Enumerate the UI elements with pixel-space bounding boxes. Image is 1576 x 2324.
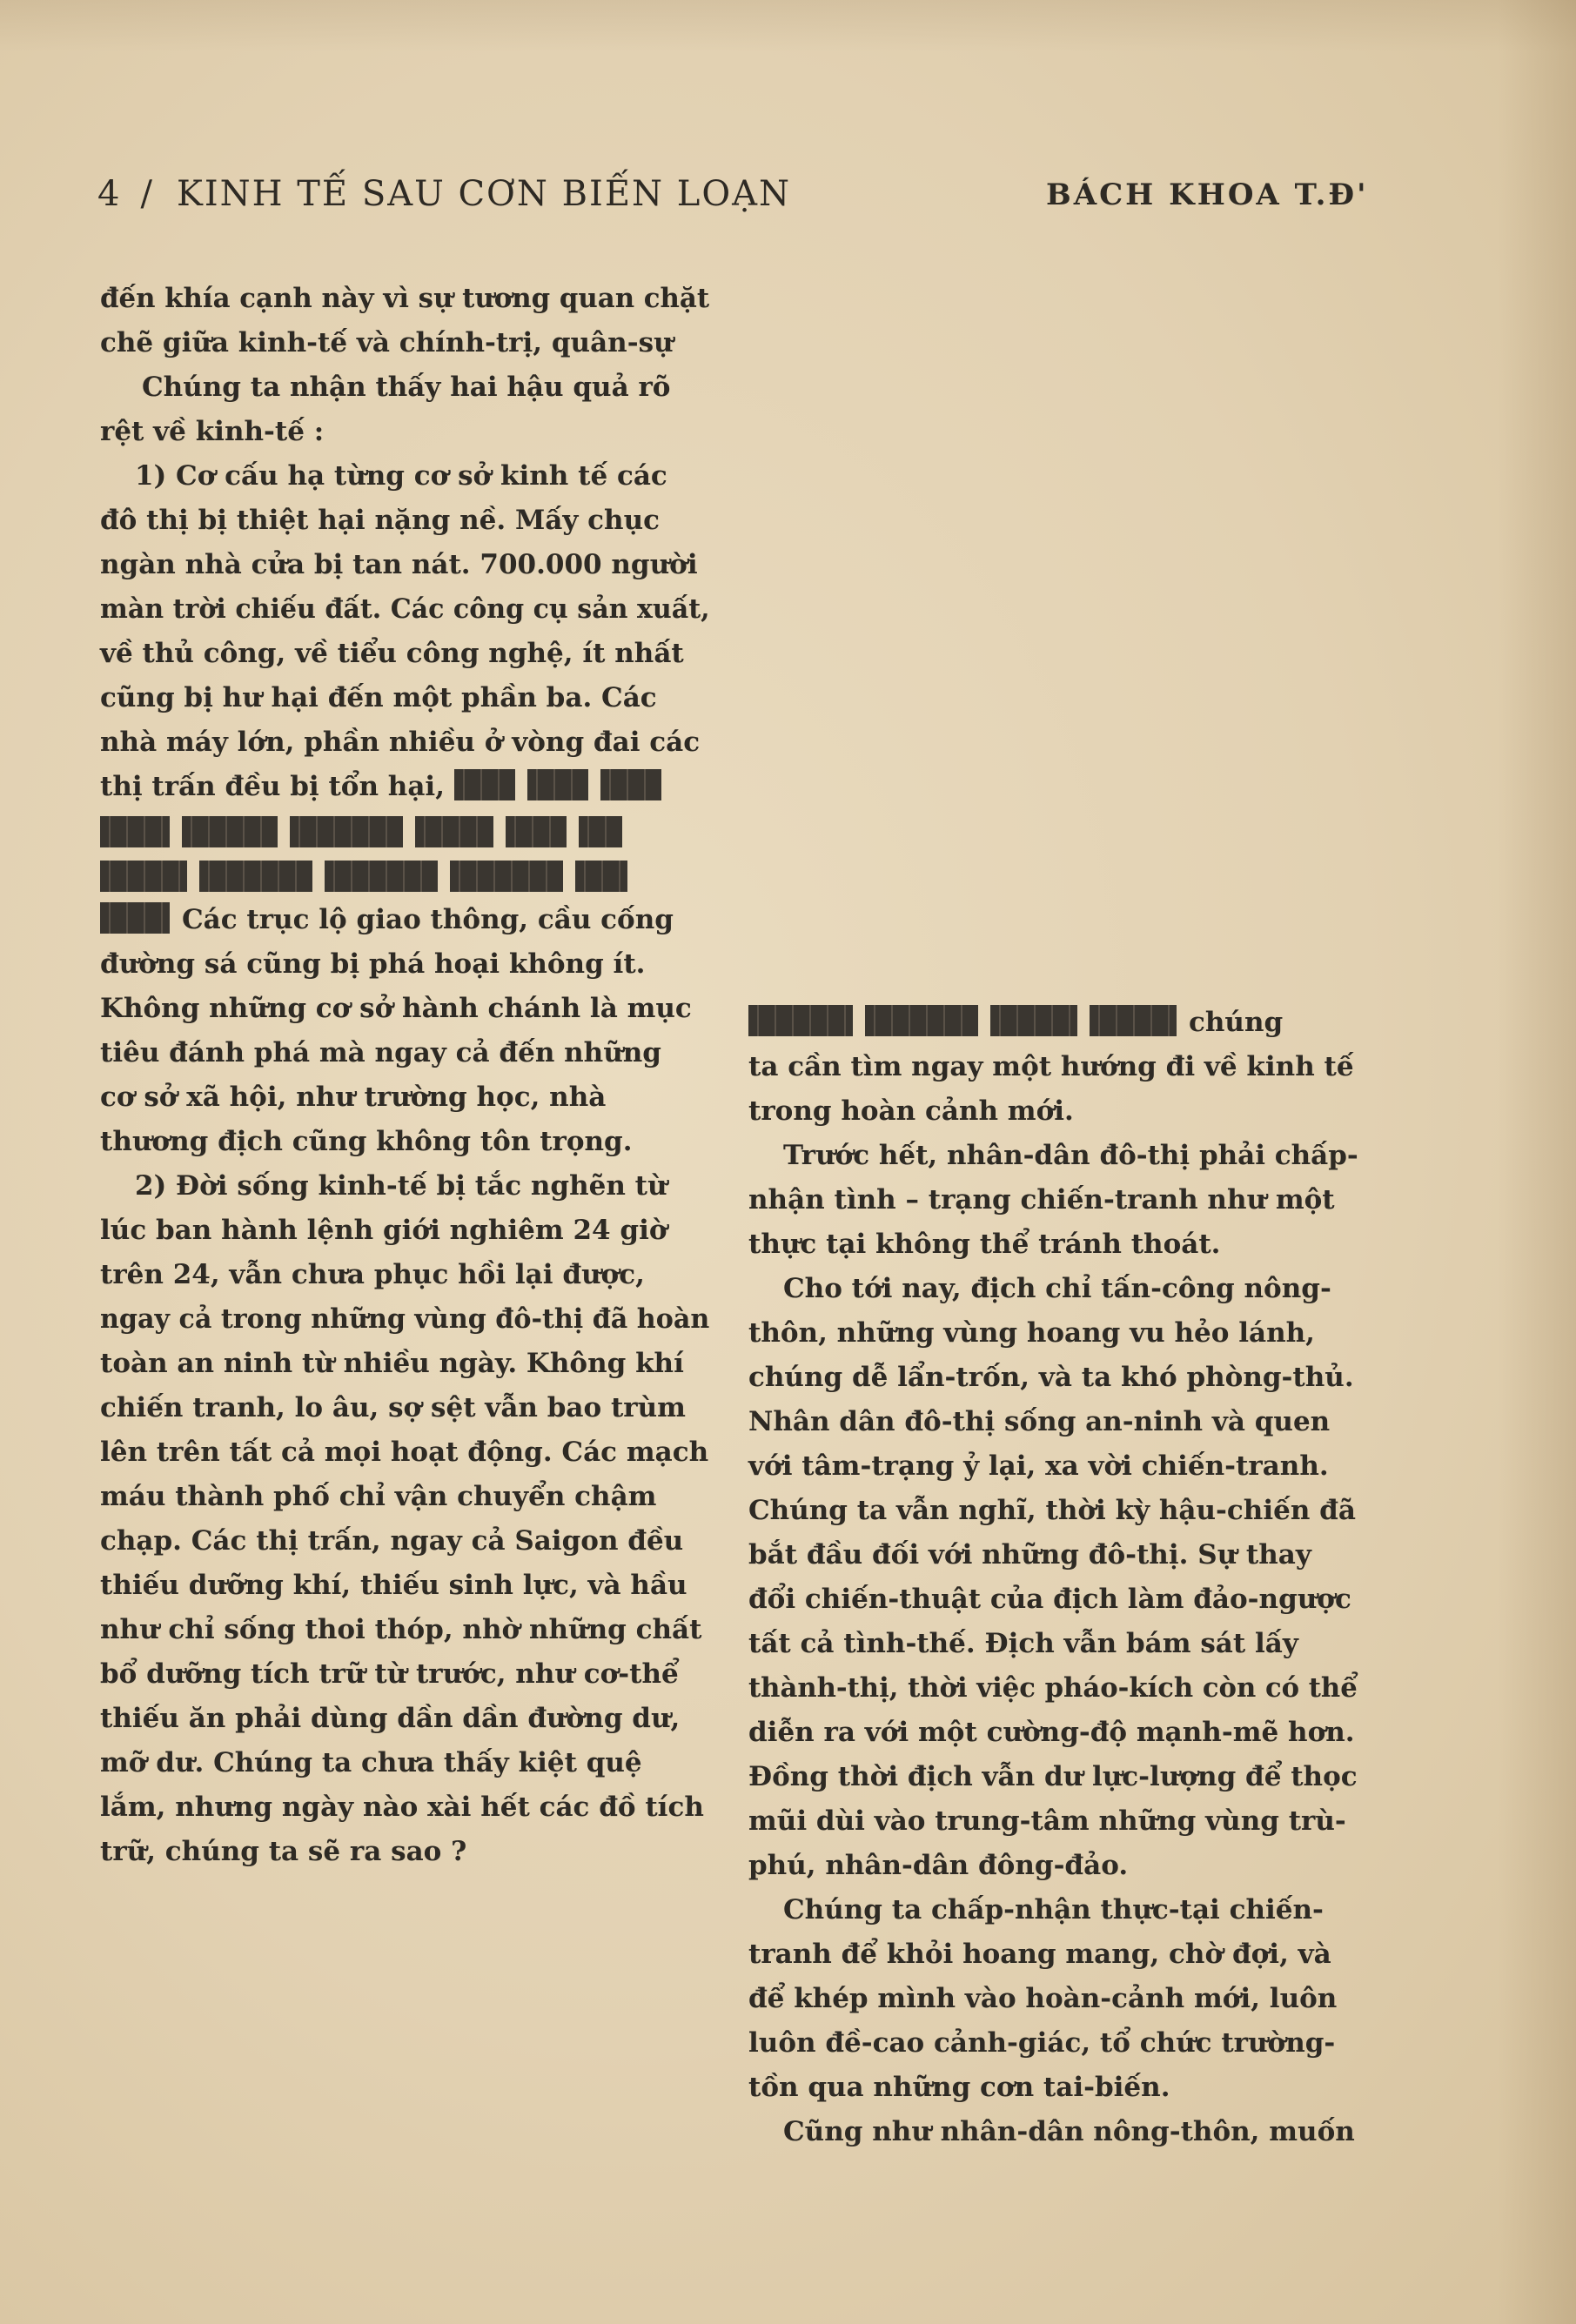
text-line: tồn qua những cơn tai-biến.: [748, 2072, 1170, 2103]
text-line: toàn an ninh từ nhiều ngày. Không khí: [100, 1348, 684, 1379]
censored-block: [199, 861, 312, 892]
text-line: rệt về kinh-tế :: [100, 416, 325, 447]
right-column: [748, 1001, 1358, 2154]
censored-block: [325, 861, 438, 892]
text-line: thị trấn đều bị tổn hại,: [100, 771, 445, 802]
text-line: Trước hết, nhân-dân đô-thị phải chấp-: [782, 1140, 1358, 1171]
text-line: phú, nhân-dân đông-đảo.: [748, 1850, 1129, 1881]
text-line: bổ dưỡng tích trữ từ trước, như cơ-thể: [100, 1658, 679, 1690]
page-shadow-top: [0, 0, 1576, 52]
text-line: bắt đầu đối với những đô-thị. Sự thay: [748, 1539, 1311, 1571]
running-header: [97, 174, 791, 214]
header-separator: /: [140, 174, 154, 214]
censored-block: [748, 1005, 853, 1036]
text-line: đổi chiến-thuật của địch làm đảo-ngược: [748, 1584, 1351, 1615]
text-line: thành-thị, thời việc pháo-kích còn có thể: [748, 1672, 1358, 1704]
text-line: Đồng thời địch vẫn dư lực-lượng để thọc: [748, 1761, 1358, 1792]
text-line: chẽ giữa kinh-tế và chính-trị, quân-sự: [100, 327, 674, 358]
text-line: màn trời chiếu đất. Các công cụ sản xuất,: [100, 593, 710, 625]
text-line: Không những cơ sở hành chánh là mục: [100, 993, 692, 1024]
left-column: [100, 277, 709, 1874]
text-line: lên trên tất cả mọi hoạt động. Các mạch: [100, 1437, 709, 1468]
text-line: ta cần tìm ngay một hướng đi về kinh tế: [748, 1051, 1354, 1082]
text-line: chúng: [1189, 1007, 1284, 1038]
text-line: thiếu ăn phải dùng dần dần đường dư,: [100, 1703, 681, 1734]
text-line: thực tại không thể tránh thoát.: [748, 1229, 1221, 1260]
text-line-with-redaction: [100, 765, 709, 809]
text-line: thiếu dưỡng khí, thiếu sinh lực, và hầu: [100, 1570, 687, 1601]
text-line-with-redaction: [100, 898, 709, 942]
censored-block: [100, 816, 170, 847]
censored-block: [865, 1005, 978, 1036]
text-line: thôn, những vùng hoang vu hẻo lánh,: [748, 1317, 1315, 1349]
text-line: mỡ dư. Chúng ta chưa thấy kiệt quệ: [100, 1747, 642, 1778]
censored-line: [100, 854, 709, 898]
text-line: cũng bị hư hại đến một phần ba. Các: [100, 682, 657, 713]
text-line: Chúng ta chấp-nhận thực-tại chiến-: [783, 1894, 1324, 1926]
text-line: ngàn nhà cửa bị tan nát. 700.000 người: [100, 549, 698, 580]
censored-block: [575, 861, 627, 892]
text-line: Các trục lộ giao thông, cầu cống: [182, 904, 674, 935]
text-line: mũi dùi vào trung-tâm những vùng trù-: [748, 1805, 1346, 1837]
text-line: để khép mình vào hoàn-cảnh mới, luôn: [748, 1983, 1338, 2014]
text-line: Chúng ta vẫn nghĩ, thời kỳ hậu-chiến đã: [748, 1495, 1356, 1526]
censored-block: [100, 902, 170, 934]
text-line: tranh để khỏi hoang mang, chờ đợi, và: [748, 1939, 1331, 1970]
page-shadow-right: [1498, 0, 1576, 2324]
text-line: chiến tranh, lo âu, sợ sệt vẫn bao trùm: [100, 1392, 686, 1423]
publication-name: BÁCH KHOA T.Đ': [1046, 177, 1369, 212]
text-line: về thủ công, về tiểu công nghệ, ít nhất: [100, 638, 684, 669]
censored-block: [450, 861, 563, 892]
text-line: lắm, nhưng ngày nào xài hết các đồ tích: [100, 1792, 704, 1823]
censored-block: [290, 816, 403, 847]
censored-line: [100, 809, 709, 854]
page-number: 4: [97, 174, 122, 214]
text-line: đường sá cũng bị phá hoại không ít.: [100, 948, 646, 980]
text-line: cơ sở xã hội, như trường học, nhà: [100, 1082, 607, 1113]
text-line: Cũng như nhân-dân nông-thôn, muốn: [783, 2116, 1355, 2147]
text-line: trữ, chúng ta sẽ ra sao ?: [100, 1836, 467, 1867]
text-line: nhà máy lớn, phần nhiều ở vòng đai các: [100, 727, 701, 758]
censored-block: [415, 816, 493, 847]
text-line: tất cả tình-thế. Địch vẫn bám sát lấy: [748, 1628, 1298, 1659]
text-line: Cho tới nay, địch chỉ tấn-công nông-: [783, 1273, 1331, 1304]
text-line: Nhân dân đô-thị sống an-ninh và quen: [748, 1406, 1331, 1437]
text-line: chạp. Các thị trấn, ngay cả Saigon đều: [100, 1525, 684, 1557]
text-line: trên 24, vẫn chưa phục hồi lại được,: [100, 1259, 645, 1290]
censored-block: [454, 769, 515, 800]
text-line: tiêu đánh phá mà ngay cả đến những: [100, 1037, 661, 1068]
censored-block: [182, 816, 278, 847]
text-line-with-redaction: [748, 1001, 1358, 1045]
text-line: luôn đề-cao cảnh-giác, tổ chức trường-: [748, 2027, 1336, 2059]
text-line: 1) Cơ cấu hạ từng cơ sở kinh tế các: [135, 460, 667, 492]
censored-block: [506, 816, 567, 847]
text-line: máu thành phố chỉ vận chuyển chậm: [100, 1481, 657, 1512]
text-line: ngay cả trong những vùng đô-thị đã hoàn: [100, 1303, 710, 1335]
censored-block: [579, 816, 622, 847]
text-line: đến khía cạnh này vì sự tương quan chặt: [100, 283, 710, 314]
censored-block: [990, 1005, 1077, 1036]
censored-block: [100, 861, 187, 892]
text-line: trong hoàn cảnh mới.: [748, 1095, 1074, 1127]
text-line: với tâm-trạng ỷ lại, xa vời chiến-tranh.: [748, 1450, 1329, 1482]
text-line: nhận tình – trạng chiến-tranh như một: [748, 1184, 1335, 1216]
text-line: diễn ra với một cường-độ mạnh-mẽ hơn.: [748, 1717, 1355, 1748]
text-line: như chỉ sống thoi thóp, nhờ những chất: [100, 1614, 702, 1645]
text-line: Chúng ta nhận thấy hai hậu quả rõ: [142, 372, 671, 403]
censored-block: [1090, 1005, 1177, 1036]
text-line: đô thị bị thiệt hại nặng nề. Mấy chục: [100, 505, 660, 536]
article-title: KINH TẾ SAU CƠN BIẾN LOẠN: [176, 174, 791, 214]
text-line: 2) Đời sống kinh-tế bị tắc nghẽn từ: [135, 1170, 667, 1202]
censored-block: [600, 769, 661, 800]
text-line: chúng dễ lẩn-trốn, và ta khó phòng-thủ.: [748, 1362, 1354, 1393]
censored-block: [527, 769, 588, 800]
text-line: lúc ban hành lệnh giới nghiêm 24 giờ: [100, 1215, 667, 1246]
text-line: thương địch cũng không tôn trọng.: [100, 1126, 633, 1157]
